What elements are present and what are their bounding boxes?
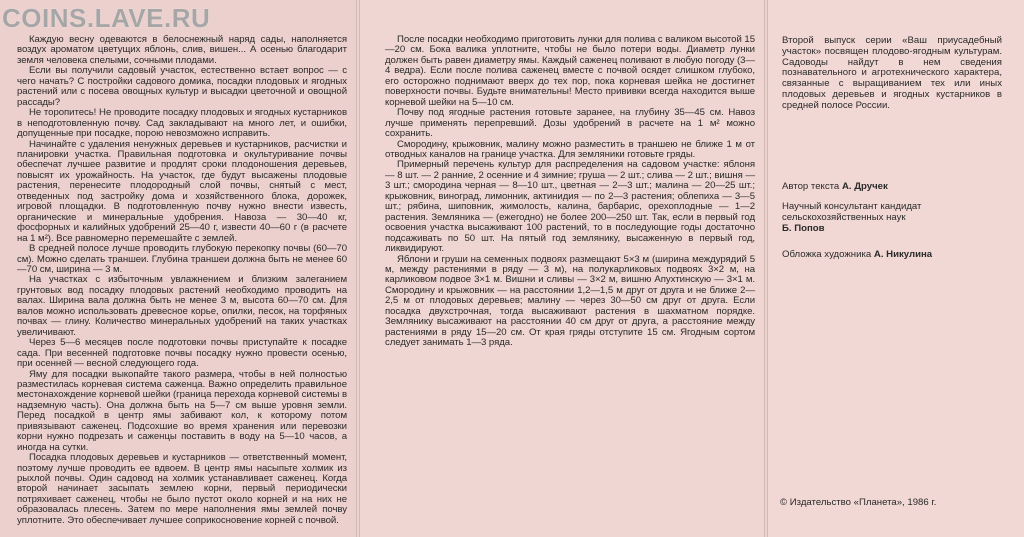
- paragraph: Яму для посадки выкопайте такого размера, чтобы в ней полностью разместилась корневая система саженца. Важно определить правильное местонахождение корневой шейки (граница перехода корневой системы в надземную часть). Она должна быть на 5—7 см выше уровня земли. Перед посадкой в центр ямы забивают кол, к которому потом привязывают саженец. Подсохшие во время хранения или перевозки корни нужно подрезать и саженцы поставить в воду на 5—10 часов, а иногда на сутки.: [17, 368, 347, 453]
- author-label: Автор текста: [782, 181, 840, 192]
- paragraph: Посадка плодовых деревьев и кустарников — ответственный момент, поэтому лучше проводить ее вдвоем. В центр ямы насыпьте холмик из рыхлой почвы. Один садовод на холмик устанавливает саженец. Когда второй начинает засыпать землею корни, первый периодически потряхивает саженец, чтобы не было пустот около корней и на них не образовалась плесень. Затем по мере наполнения ямы землей почву уплотните. Это обеспечивает лучшее соприкосновение корней с почвой.: [17, 452, 347, 526]
- paragraph: Через 5—6 месяцев после подготовки почвы приступайте к посадке сада. При весенней подготовке почвы посадку нужно провести осенью, при осенней — весной следующего года.: [17, 337, 347, 370]
- consultant-label: Научный консультант кандидат сельскохозяйственных наук: [782, 201, 922, 223]
- author-credit: [782, 182, 888, 193]
- paragraph: Если вы получили садовый участок, естественно встает вопрос — с чего начать? С постройки садового домика, посадки плодовых и ягодных растений или с посева овощных культур и высадки цветочной и овощной рассады?: [17, 65, 347, 108]
- right-panel: [768, 0, 1024, 537]
- author-name: А. Дручек: [841, 181, 888, 192]
- paragraph: Начинайте с удаления ненужных деревьев и кустарников, расчистки и планировки участка. Правильная подготовка и окультуривание почвы обеспечат лучшее развитие и продлят сроки плодоношения деревьев, повысят их урожайность. На участок, где будут высажены плодовые растения, перенесите плодородный слой почвы, снятый с мест, отведенных под застройку дома и хозяйственного блока, дорожек, игровой площадки. В подготовленную почву нужно внести известь, органические и минеральные удобрения. Навоза — 30—40 кг, фосфорных и калийных удобрений 25—40 г, извести 40—60 г (в расчете на 1 м²). Все равномерно перемешайте с землей.: [17, 138, 347, 244]
- paragraph: Примерный перечень культур для распределения на садовом участке: яблоня — 8 шт. — 2 ранние, 2 осенние и 4 зимние; груша — 2 шт.; слива — 2 шт.; вишня — 3 шт.; смородина черная — 8—10 шт., цветная — 2—3 шт.; малина — 20—25 шт.; крыжовник, виноград, лимонник, актинидия — по 2—3 растения; облепиха — 3—5 шт.; рябина, шиповник, жимолость, калина, барбарис, орехоплодные — 1—2 растения. Земляника — (ежегодно) не более 200—250 шт. Так, если в первый год освоения участка высаживают 100 растений, то в последующие годы достаточно подсаживать по 50 шт. На пятый год землянику, высаженную в первый год, ликвидируют.: [385, 159, 755, 255]
- paragraph: После посадки необходимо приготовить лунки для полива с валиком высотой 15—20 см. Бока валика уплотните, чтобы не было потери воды. Диаметр лунки должен быть равен диаметру ямы. Каждый саженец поливают в любую погоду (3—4 ведра). Если после полива саженец вместе с почвой осядет слишком глубоко, его осторожно поднимают вверх до тех пор, пока корневая шейка не достигнет поверхности почвы. Будьте внимательны! Место прививки всегда находится выше корневой шейки на 5—10 см.: [385, 34, 755, 108]
- publisher-imprint: © Издательство «Планета», 1986 г.: [780, 497, 937, 508]
- paragraph: Каждую весну одеваются в белоснежный наряд сады, наполняется воздух ароматом цветущих яблонь, слив, вишен... А осенью благодарит земля человека спелыми, сочными плодами.: [17, 34, 347, 66]
- cover-credit: [782, 250, 932, 261]
- paragraph: На участках с избыточным увлажнением и близким залеганием грунтовых вод посадку плодовых растений необходимо проводить на валах. Ширина вала должна быть не менее 3 м, высота 60—70 см. Для валов можно использовать древесное корье, опилки, песок, на торфяных почвах — глину. Количество минеральных удобрений на таких участках увеличивают.: [17, 274, 347, 338]
- paragraph: Яблони и груши на семенных подвоях размещают 5×3 м (ширина междурядий 5 м, между растениями в ряду — 3 м), на полукарликовых подвоях 3×2 м, на карликовом подвое 3×1 м. Вишни и сливы — 3×2 м, вишню Апухтинскую — 3×1 м. Смородину и крыжовник — на расстоянии 1,2—1,5 м друг от друга и не ближе 2—2,5 м от плодовых деревьев; малину — через 30—50 см друг от друга. Если посадка двухстрочная, тогда высаживают растения в шахматном порядке. Землянику высаживают на расстоянии 40 см друг от друга, а расстояние между растениями в ряду 15—20 см. От края гряды отступите 15 см. Ягодным сортом следует занимать 1—3 ряда.: [385, 253, 755, 349]
- middle-panel: [360, 0, 766, 537]
- left-column-text: [17, 35, 347, 526]
- consultant-name: Б. Попов: [782, 222, 825, 234]
- paragraph: Смородину, крыжовник, малину можно разместить в траншею не ближе 1 м от отводных каналов на границе участка. Для земляники готовьте гряды.: [385, 138, 755, 160]
- paragraph: Не торопитесь! Не проводите посадку плодовых и ягодных кустарников в неподготовленную почву. Сад закладывают на много лет, и ошибки, допущенные при посадке, порою невозможно исправить.: [17, 107, 347, 140]
- series-description: Второй выпуск серии «Ваш приусадебный участок» посвящен плодово-ягодным культурам. Садоводы найдут в нем сведения познавательного и агротехнического характера, связанные с выращиванием тех или иных плодовых деревьев и ягодных кустарников в средней полосе России.: [782, 35, 1002, 111]
- consultant-credit: [782, 202, 1012, 234]
- cover-label: Обложка художника: [782, 249, 872, 260]
- middle-column-text: [385, 35, 755, 349]
- paragraph: Почву под ягодные растения готовьте заранее, на глубину 35—45 см. Навоз лучше применять перепревший. Дозы удобрений в расчете на 1 м² можно сохранить.: [385, 107, 755, 140]
- paragraph: В средней полосе лучше проводить глубокую перекопку почвы (60—70 см). Можно сделать траншеи. Глубина траншеи должна быть не менее 60—70 см, ширина — 3 м.: [17, 243, 347, 275]
- left-panel: [0, 0, 358, 537]
- site-watermark: COINS.LAVE.RU: [2, 3, 211, 33]
- cover-artist-name: А. Никулина: [873, 249, 933, 260]
